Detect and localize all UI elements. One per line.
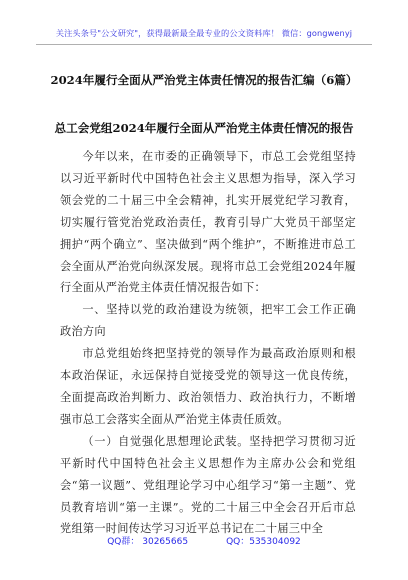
qq-number: QQ：535304092	[226, 537, 301, 547]
section-title: 总工会党组2024年履行全面从严治党主体责任情况的报告	[54, 121, 354, 135]
body-paragraph: 今年以来，在市委的正确领导下，市总工会党组坚持以习近平新时代中国特色社会主义思想为指导，深入学习领会党的二十届三中全会精神，扎实开展党纪学习教育，切实履行管党治党政治责任，教育引导广大党员干部坚定拥护“两个确立”、坚决做到“两个维护”，不断推进市总工会全面从严治党向纵深发展。现将市总工会党组2024年履行全面从严治党主体责任情况报告如下：	[60, 150, 356, 295]
header-divider	[36, 44, 372, 45]
footer-contact	[0, 534, 408, 547]
section-heading: 一、坚持以党的政治建设为统领，把牢工会工作正确政治方向	[60, 303, 356, 339]
document-title: 2024年履行全面从严治党主体责任情况的报告汇编（6篇）	[50, 73, 358, 87]
body-paragraph: 市总党组始终把坚持党的领导作为最高政治原则和根本政治保证，永远保持自觉接受党的领导这一优良传统，全面提高政治判断力、政治领悟力、政治执行力，不断增强市总工会落实全面从严治党主体责任质效。	[60, 347, 356, 426]
qq-group-number: QQ群： 30265665	[107, 537, 189, 547]
header-banner: 关注头条号"公文研究"，获得最新最全最专业的公文资料库！ 微信：gongwenyj	[55, 28, 353, 38]
body-paragraph: （一）自觉强化思想理论武装。坚持把学习贯彻习近平新时代中国特色社会主义思想作为主席办公会和党组会“第一议题”、党组理论学习中心组学习“第一主题”、党员教育培训“第一主课”。党的二十届三中全会召开后市总党组第一时间传达学习习近平总书记在二十届三中全	[60, 434, 356, 536]
document-body	[60, 146, 356, 540]
